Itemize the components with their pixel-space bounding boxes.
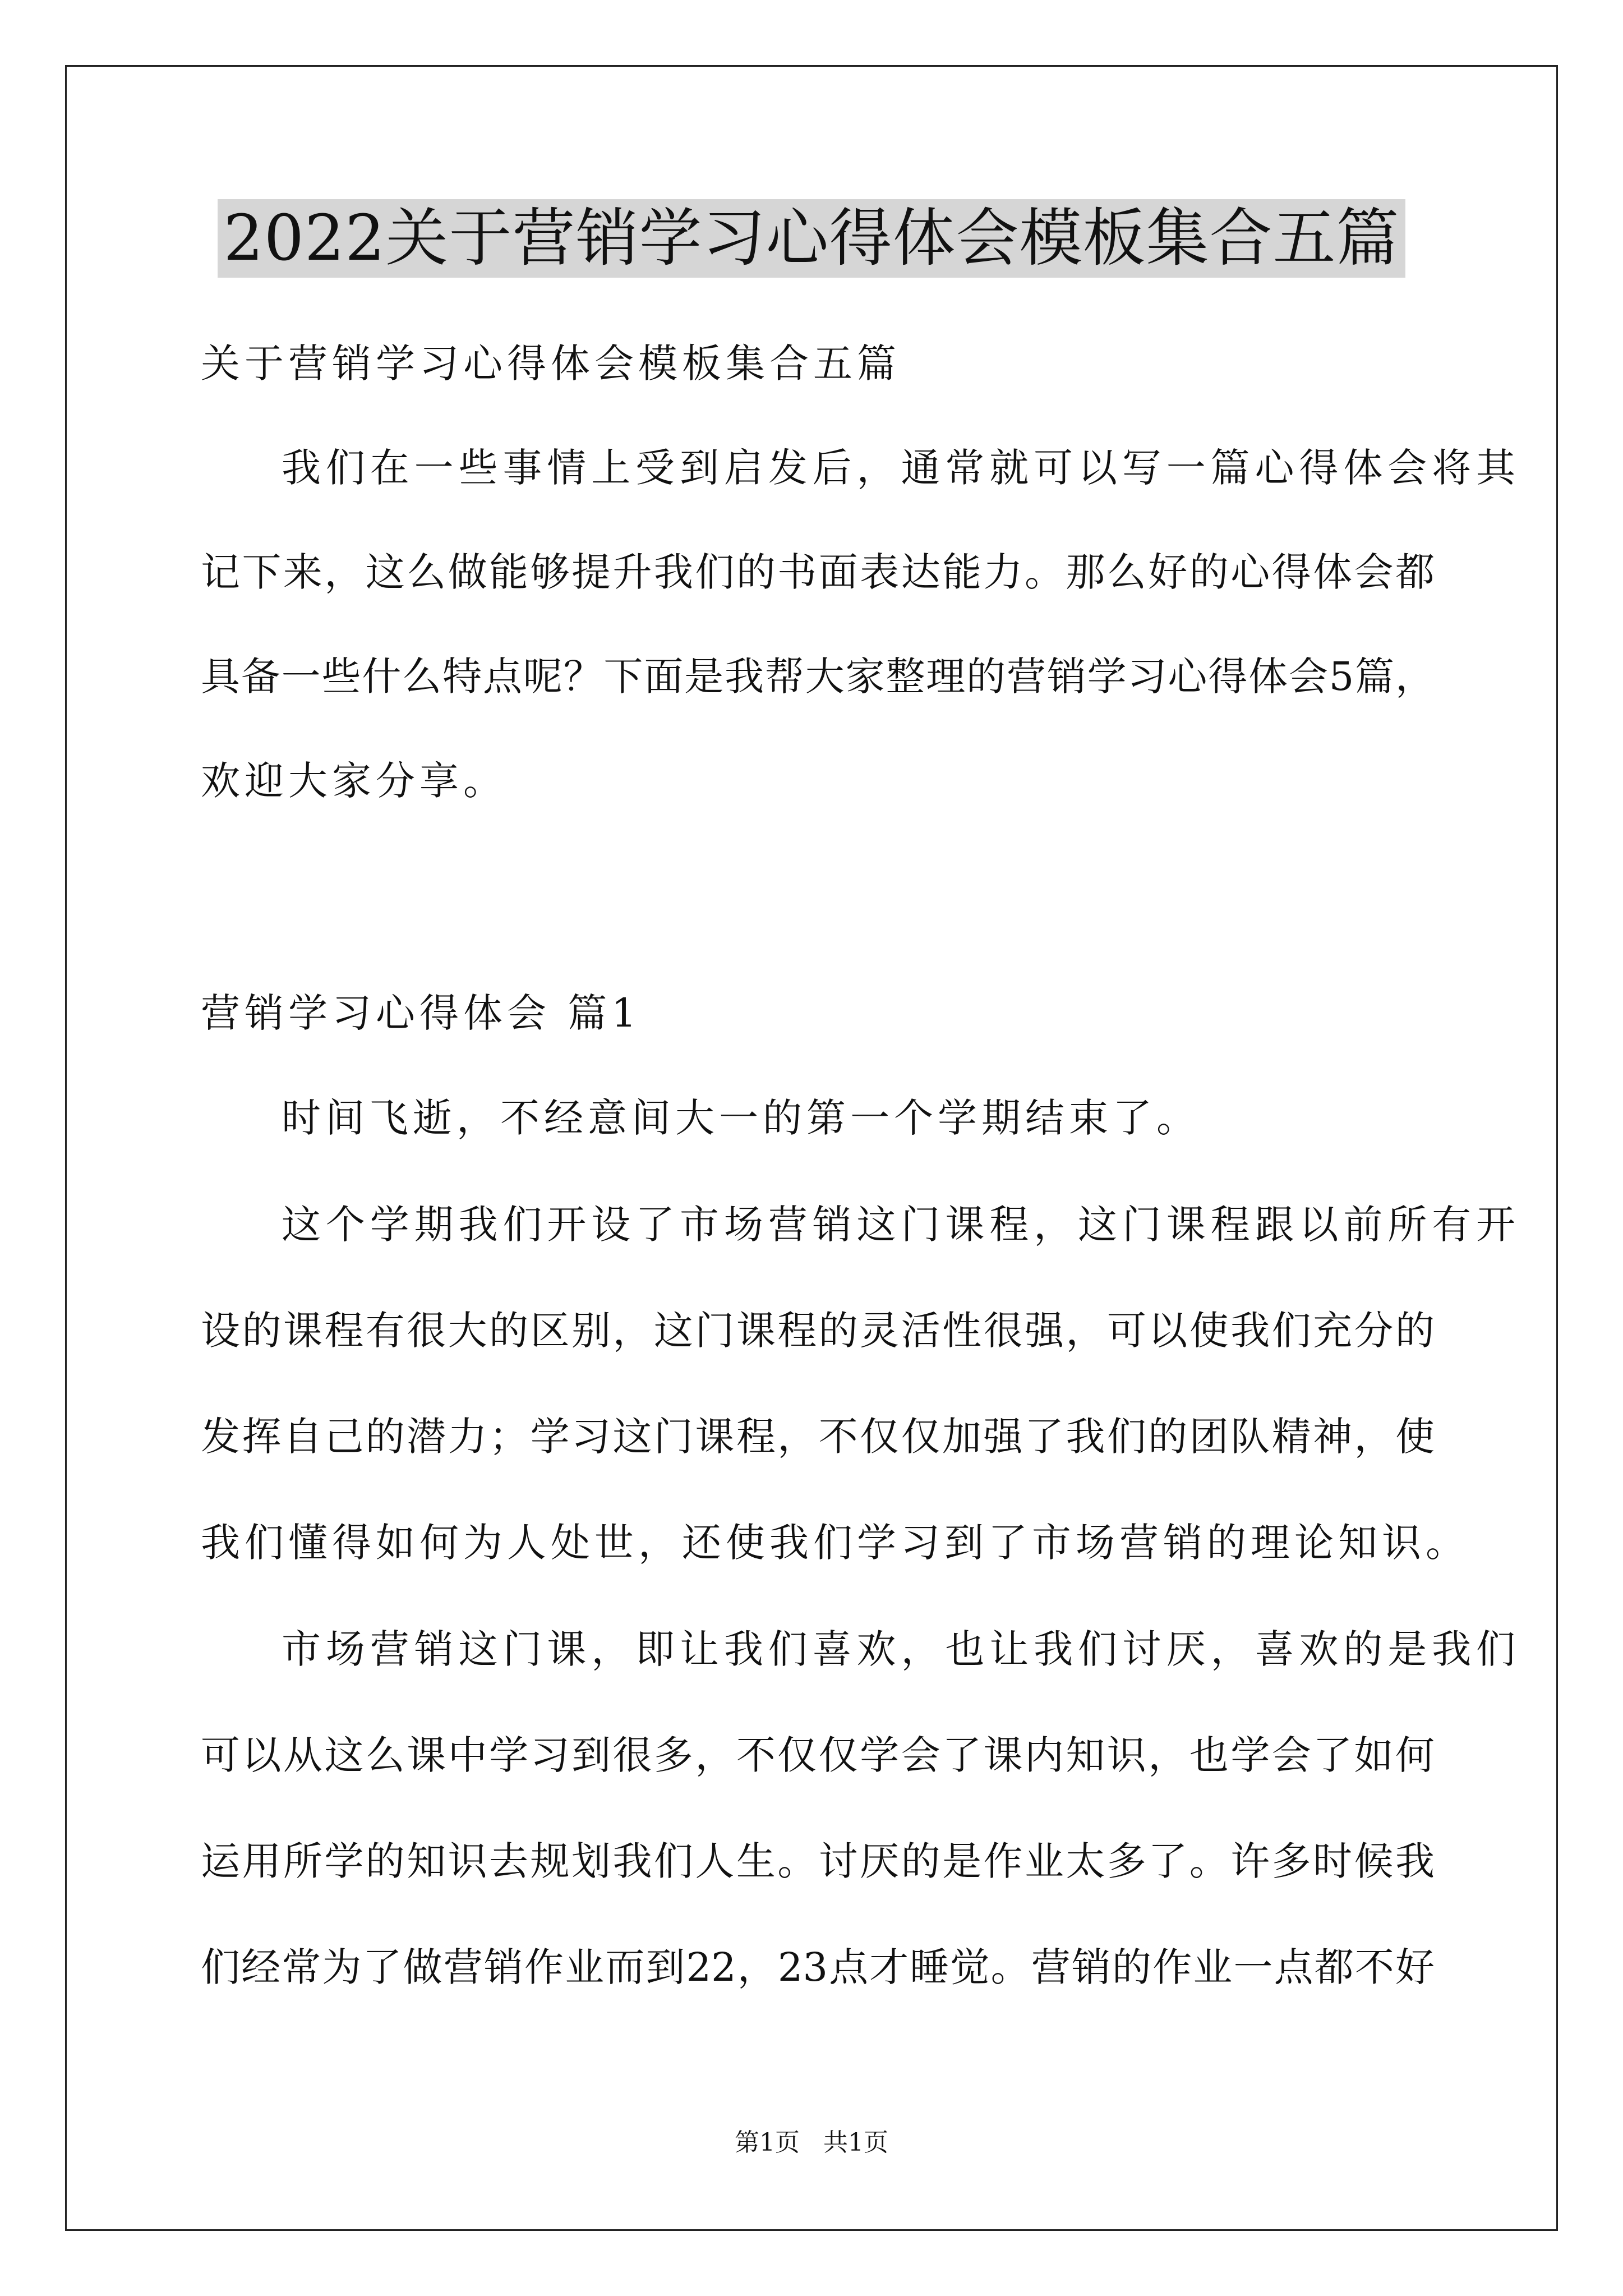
body-line: 发挥自己的潜力；学习这门课程，不仅仅加强了我们的团队精神，使 (201, 1414, 1435, 1460)
section-heading: 营销学习心得体会 篇1 (201, 990, 641, 1036)
intro-line: 记下来，这么做能够提升我们的书面表达能力。那么好的心得体会都 (201, 549, 1435, 595)
body-line: 时间飞逝，不经意间大一的第一个学期结束了。 (282, 1095, 1200, 1141)
body-line: 设的课程有很大的区别，这门课程的灵活性很强，可以使我们充分的 (201, 1308, 1435, 1354)
body-line: 市场营销这门课，即让我们喜欢，也让我们讨厌，喜欢的是我们 (282, 1626, 1515, 1672)
intro-line: 欢迎大家分享。 (201, 758, 507, 804)
page-footer: 第1页 共1页 (735, 2128, 888, 2157)
document-title (0, 199, 1623, 278)
body-line: 运用所学的知识去规划我们人生。讨厌的是作业太多了。许多时候我 (201, 1838, 1435, 1884)
body-line: 这个学期我们开设了市场营销这门课程，这门课程跟以前所有开 (282, 1202, 1515, 1248)
intro-line: 具备一些什么特点呢？下面是我帮大家整理的营销学习心得体会5篇， (201, 654, 1435, 700)
body-line: 可以从这么课中学习到很多，不仅仅学会了课内知识，也学会了如何 (201, 1732, 1435, 1778)
intro-line: 我们在一些事情上受到启发后，通常就可以写一篇心得体会将其 (282, 445, 1515, 491)
document-title-text: 2022关于营销学习心得体会模板集合五篇 (218, 199, 1405, 278)
body-line: 们经常为了做营销作业而到22，23点才睡觉。营销的作业一点都不好 (201, 1944, 1435, 1990)
subtitle: 关于营销学习心得体会模板集合五篇 (201, 341, 901, 386)
body-line: 我们懂得如何为人处世，还使我们学习到了市场营销的理论知识。 (201, 1520, 1469, 1566)
